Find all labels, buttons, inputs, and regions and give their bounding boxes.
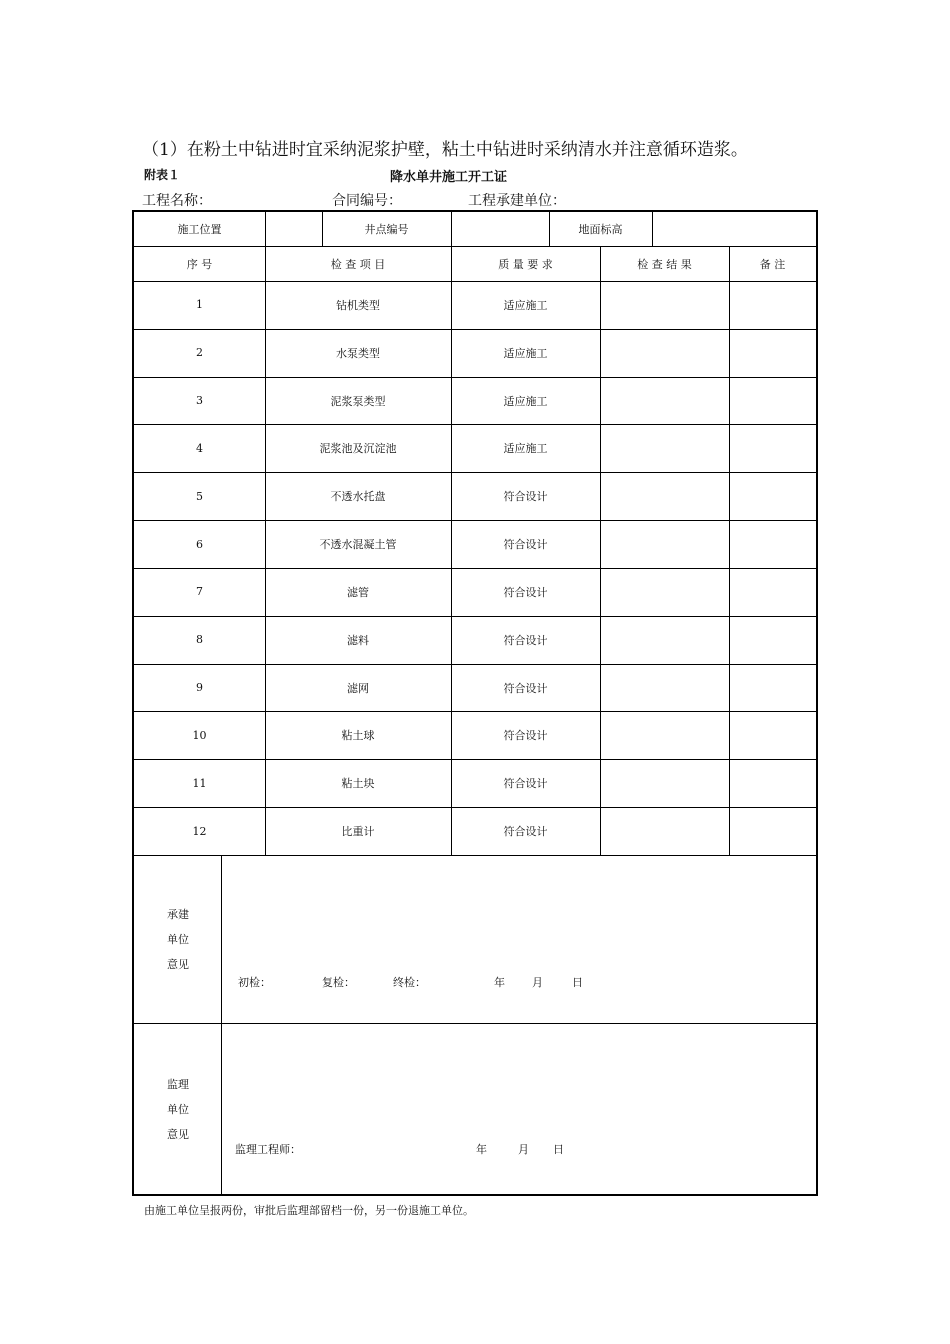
row-result-cell[interactable] <box>600 664 729 712</box>
supervisor-month: 月 <box>518 1143 529 1156</box>
final-check-label: 终检： <box>393 976 426 989</box>
row-divider <box>134 568 816 569</box>
row-requirement: 符合设计 <box>503 777 548 791</box>
row-number: 7 <box>196 585 203 599</box>
row-requirement: 符合设计 <box>503 538 548 552</box>
row-requirement: 符合设计 <box>503 825 548 839</box>
row-check-item: 比重计 <box>341 825 375 839</box>
grid-line <box>134 855 816 856</box>
row-divider <box>134 616 816 617</box>
row-requirement: 适应施工 <box>503 298 548 312</box>
row-remark-cell[interactable] <box>729 329 816 377</box>
grid-line <box>451 212 452 855</box>
contractor-day: 日 <box>572 976 583 989</box>
header-remark: 备 注 <box>759 257 786 271</box>
attachment-label: 附表１ <box>144 168 181 182</box>
row-number: 9 <box>196 681 203 695</box>
row-requirement: 符合设计 <box>503 633 548 647</box>
re-check-label: 复检： <box>322 976 355 989</box>
row-result-cell[interactable] <box>600 472 729 520</box>
contractor-label: 工程承建单位： <box>468 193 566 209</box>
project-name-label: 工程名称： <box>142 193 212 209</box>
supervisor-engineer-label: 监理工程师： <box>235 1143 301 1156</box>
header-requirement: 质 量 要 求 <box>498 257 553 271</box>
grid-line <box>134 246 816 247</box>
row-result-cell[interactable] <box>600 329 729 377</box>
row-check-item: 泥浆泵类型 <box>330 394 386 408</box>
location-label: 施工位置 <box>177 223 222 236</box>
row-number: 1 <box>196 298 203 312</box>
row-number: 2 <box>196 346 203 360</box>
row-check-item: 滤网 <box>347 681 369 695</box>
row-result-cell[interactable] <box>600 568 729 616</box>
row-divider <box>134 472 816 473</box>
row-result-cell[interactable] <box>600 807 729 855</box>
row-check-item: 滤管 <box>347 585 369 599</box>
row-remark-cell[interactable] <box>729 759 816 807</box>
row-divider <box>134 807 816 808</box>
header-item: 检 查 项 目 <box>330 257 386 271</box>
row-number: 10 <box>192 728 207 742</box>
contractor-label-line-2: 单位 <box>167 933 189 946</box>
row-divider <box>134 424 816 425</box>
grid-line <box>549 212 550 246</box>
grid-line <box>134 1023 816 1024</box>
row-number: 12 <box>192 824 207 838</box>
row-result-cell[interactable] <box>600 377 729 425</box>
elevation-label: 地面标高 <box>578 223 623 236</box>
row-number: 5 <box>196 489 203 503</box>
row-check-item: 不透水混凝土管 <box>319 538 397 552</box>
row-requirement: 适应施工 <box>503 346 548 360</box>
contractor-label-line-3: 意见 <box>167 958 189 971</box>
contract-no-label: 合同编号： <box>332 193 402 209</box>
elevation-value[interactable] <box>652 212 816 246</box>
row-check-item: 钻机类型 <box>336 298 380 312</box>
row-result-cell[interactable] <box>600 424 729 472</box>
row-result-cell[interactable] <box>600 281 729 329</box>
contractor-month: 月 <box>532 976 543 989</box>
grid-line <box>134 281 816 282</box>
footer-note: 由施工单位呈报两份，审批后监理部留档一份，另一份退施工单位。 <box>144 1204 474 1217</box>
well-no-label: 井点编号 <box>364 223 409 236</box>
row-check-item: 粘土块 <box>341 777 375 791</box>
row-remark-cell[interactable] <box>729 568 816 616</box>
grid-line <box>322 212 323 246</box>
row-check-item: 不透水托盘 <box>330 490 386 504</box>
row-divider <box>134 759 816 760</box>
supervisor-year: 年 <box>476 1143 487 1156</box>
header-result: 检 查 结 果 <box>637 257 692 271</box>
row-divider <box>134 520 816 521</box>
row-result-cell[interactable] <box>600 711 729 759</box>
row-remark-cell[interactable] <box>729 377 816 425</box>
supervisor-opinion-label <box>148 1072 208 1147</box>
contractor-year: 年 <box>494 976 505 989</box>
row-check-item: 滤料 <box>347 633 369 647</box>
row-remark-cell[interactable] <box>729 281 816 329</box>
row-divider <box>134 664 816 665</box>
well-no-value[interactable] <box>451 212 549 246</box>
row-remark-cell[interactable] <box>729 664 816 712</box>
row-remark-cell[interactable] <box>729 472 816 520</box>
row-remark-cell[interactable] <box>729 520 816 568</box>
row-number: 8 <box>196 633 203 647</box>
row-remark-cell[interactable] <box>729 424 816 472</box>
form-table <box>132 210 818 1196</box>
row-number: 11 <box>192 776 207 790</box>
row-divider <box>134 711 816 712</box>
row-check-item: 泥浆池及沉淀池 <box>319 442 397 456</box>
row-divider <box>134 377 816 378</box>
row-remark-cell[interactable] <box>729 807 816 855</box>
contractor-opinion-label <box>148 902 208 977</box>
supervisor-label-line-2: 单位 <box>167 1103 189 1116</box>
row-remark-cell[interactable] <box>729 616 816 664</box>
grid-line <box>600 246 601 855</box>
row-requirement: 符合设计 <box>503 729 548 743</box>
supervisor-day: 日 <box>553 1143 564 1156</box>
row-requirement: 符合设计 <box>503 490 548 504</box>
row-check-item: 粘土球 <box>341 729 375 743</box>
row-result-cell[interactable] <box>600 759 729 807</box>
location-value[interactable] <box>265 212 322 246</box>
contractor-label-line-1: 承建 <box>167 908 189 921</box>
row-result-cell[interactable] <box>600 520 729 568</box>
header-no: 序 号 <box>186 257 213 271</box>
grid-line <box>265 212 266 855</box>
supervisor-label-line-3: 意见 <box>167 1128 189 1141</box>
row-number: 4 <box>196 441 203 455</box>
row-requirement: 适应施工 <box>503 394 548 408</box>
row-result-cell[interactable] <box>600 616 729 664</box>
row-number: 6 <box>196 537 203 551</box>
grid-line <box>221 855 222 1194</box>
row-remark-cell[interactable] <box>729 711 816 759</box>
first-check-label: 初检： <box>238 976 271 989</box>
row-number: 3 <box>196 394 203 408</box>
row-requirement: 符合设计 <box>503 585 548 599</box>
grid-line <box>729 246 730 855</box>
grid-line <box>652 212 653 246</box>
row-requirement: 适应施工 <box>503 442 548 456</box>
row-requirement: 符合设计 <box>503 681 548 695</box>
form-title: 降水单井施工开工证 <box>390 170 508 185</box>
supervisor-label-line-1: 监理 <box>167 1078 189 1091</box>
row-divider <box>134 329 816 330</box>
intro-text: （1）在粉土中钻进时宜采纳泥浆护壁，粘土中钻进时采纳清水并注意循环造浆。 <box>142 140 748 160</box>
row-check-item: 水泵类型 <box>336 346 380 360</box>
